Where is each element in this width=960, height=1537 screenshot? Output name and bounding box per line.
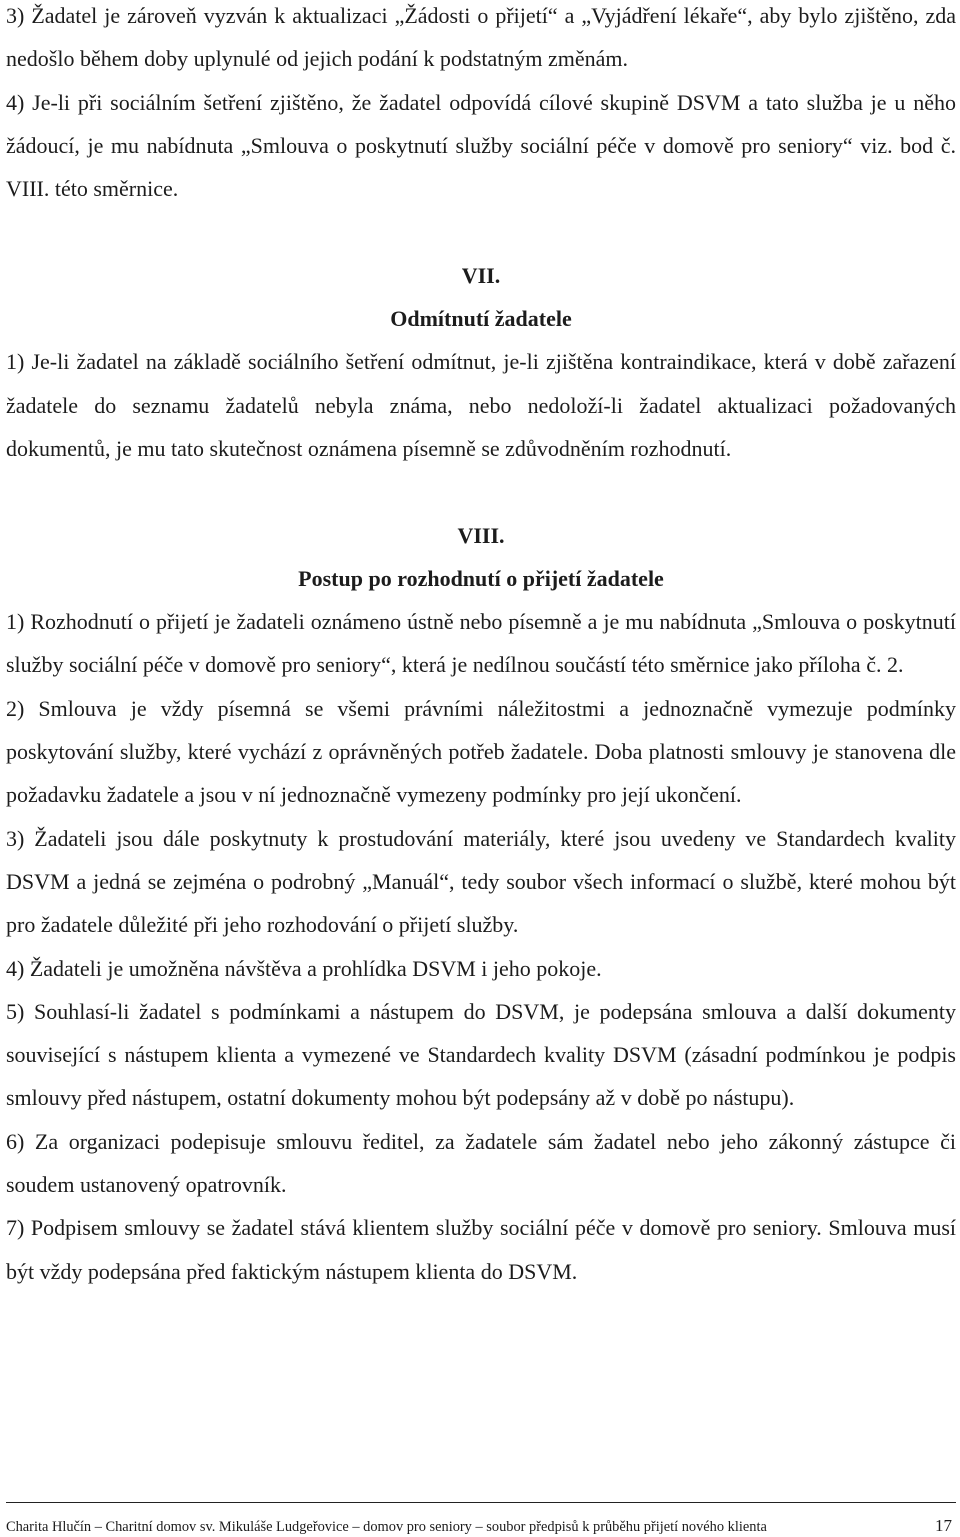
section-8-paragraph-1: 1) Rozhodnutí o přijetí je žadateli oznámeno ústně nebo písemně a je mu nabídnuta „Smlouva o poskytnutí služby sociální péče v domově pro seniory“, která je nedílnou součástí této směrnice jako příloha č. 2.	[6, 609, 956, 678]
section-7-title: Odmítnutí žadatele	[390, 306, 572, 332]
section-8-paragraph-6: 6) Za organizaci podepisuje smlouvu ředitel, za žadatele sám žadatel nebo jeho zákonný zástupce či soudem ustanovený opatrovník.	[6, 1128, 956, 1198]
footer-text: Charita Hlučín – Charitní domov sv. Mikuláše Ludgeřovice – domov pro seniory – soubor předpisů k průběhu přijetí nového klienta	[6, 1519, 767, 1535]
section-8-number: VIII.	[457, 522, 505, 548]
section-7-paragraph-1: 1) Je-li žadatel na základě sociálního šetření odmítnut, je-li zjištěna kontraindikace, která v době zařazení žadatele do seznamu žadatelů nebyla známa, nebo nedoloží-li žadatel aktualizaci požadovaných dokumentů, je mu tato skutečnost oznámena písemně se zdůvodněním rozhodnutí.	[6, 349, 956, 461]
paragraph-intro-4: 4) Je-li při sociálním šetření zjištěno, že žadatel odpovídá cílové skupině DSVM a tato služba je u něho žádoucí, je mu nabídnuta „Smlouva o poskytnutí služby sociální péče v domově pro seniory“ viz. bod č. VIII. této směrnice.	[6, 89, 956, 202]
section-8-paragraph-3: 3) Žadateli jsou dále poskytnuty k prostudování materiály, které jsou uvedeny ve Standardech kvality DSVM a jedná se zejména o podrobný „Manuál“, tedy soubor všech informací o službě, které mohou být pro žadatele důležité při jeho rozhodování o přijetí služby.	[6, 825, 956, 938]
document-page	[6, 0, 956, 1293]
section-7-number: VII.	[461, 262, 501, 288]
section-8-paragraph-4: 4) Žadateli je umožněna návštěva a prohlídka DSVM i jeho pokoje.	[6, 955, 602, 981]
section-8-paragraph-7: 7) Podpisem smlouvy se žadatel stává klientem služby sociální péče v domově pro seniory. Smlouva musí být vždy podepsána před faktickým nástupem klienta do DSVM.	[6, 1215, 956, 1284]
page-number: 17	[935, 1516, 952, 1535]
section-8-paragraph-5: 5) Souhlasí-li žadatel s podmínkami a nástupem do DSVM, je podepsána smlouva a další dokumenty související s nástupem klienta a vymezené ve Standardech kvality DSVM (zásadní podmínkou je podpis smlouvy před nástupem, ostatní dokumenty mohou být podepsány až v době po nástupu).	[6, 998, 956, 1111]
paragraph-intro-3: 3) Žadatel je zároveň vyzván k aktualizaci „Žádosti o přijetí“ a „Vyjádření lékaře“, aby bylo zjištěno, zda nedošlo během doby uplynulé od jejich podání k podstatným změnám.	[6, 3, 956, 72]
section-8-paragraph-2: 2) Smlouva je vždy písemná se všemi právními náležitostmi a jednoznačně vymezuje podmínky poskytování služby, které vychází z oprávněných potřeb žadatele. Doba platnosti smlouvy je stanovena dle požadavku žadatele a jsou v ní jednoznačně vymezeny podmínky pro její ukončení.	[6, 695, 956, 808]
page-footer	[6, 1502, 956, 1536]
section-8-title: Postup po rozhodnutí o přijetí žadatele	[298, 565, 664, 591]
